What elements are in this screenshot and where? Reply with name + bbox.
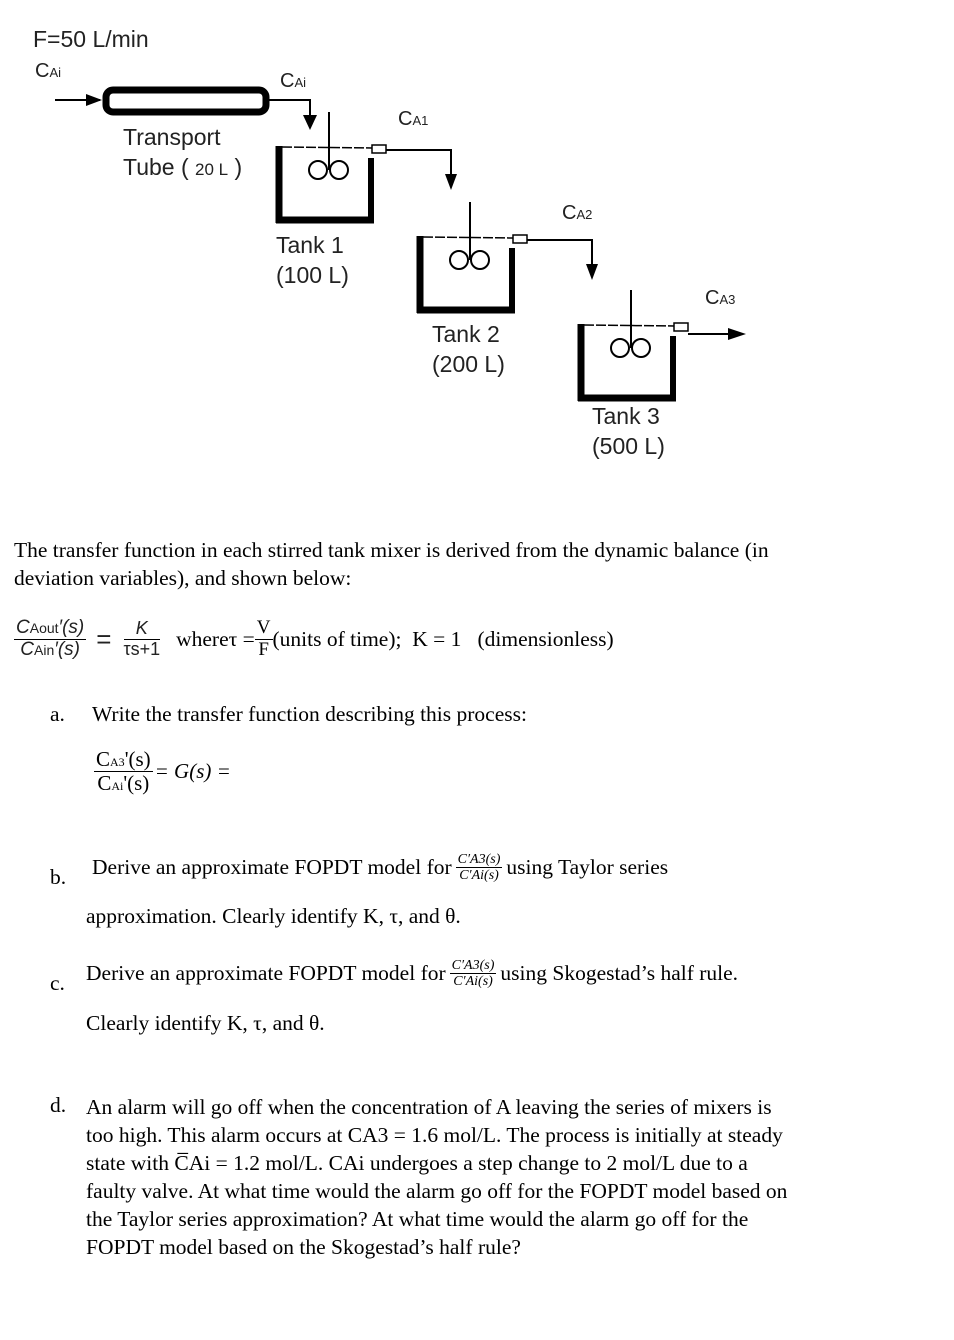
question-d-line: the Taylor series approximation? At what time would the alarm go off for the [86,1207,749,1231]
tube-outlet-line [266,100,310,128]
tube-label-paren: ) [234,154,243,180]
question-d-line: too high. This alarm occurs at CA3 = 1.6 mol/L. The process is initially at steady [86,1123,783,1147]
tank2-outlet-conc [562,202,592,225]
question-b-line1 [92,852,668,884]
inlet-conc-label [35,60,61,83]
eq-text: C [20,638,35,660]
tank2-label [432,319,505,379]
question-d-text [86,1093,787,1261]
conc-sub: A1 [412,113,429,128]
conc-base: C [705,287,720,309]
a-fraction [94,748,153,795]
tank3-label [592,401,665,461]
outlet-arrow-icon [728,328,746,340]
conc-sub: Ai [294,75,307,90]
eq-sub: Aout [29,620,59,636]
feed-arrow-icon [303,115,317,130]
question-d-line: FOPDT model based on the Skogestad’s half rule? [86,1235,521,1259]
v-symbol: V [256,617,271,638]
b-frac-den: C′Ai(s) [459,868,499,884]
outlet-arrow-icon [586,264,598,280]
eq-sub: Ain [34,641,55,658]
process-diagram [0,0,954,480]
impeller-icon [450,251,468,269]
tank-volume: (500 L) [592,433,665,459]
tube-label-line2 [123,152,242,185]
question-b-line2: approximation. Clearly identify K, τ, and θ. [86,904,461,928]
c-fraction [450,958,497,990]
where-text: whereτ = [176,626,255,651]
intro-line: The transfer function in each stirred tank mixer is derived from the dynamic balance (in [14,538,769,562]
transport-tube [106,90,266,112]
inlet-arrow-icon [86,94,102,106]
impeller-icon [309,161,327,179]
b-text: Derive an approximate FOPDT model for [92,855,452,880]
tube-label-text: Tube ( [123,154,189,180]
flow-rate-label: F=50 L/min [33,26,149,52]
question-d-line: faulty valve. At what time would the alarm go off for the FOPDT model based on [86,1179,788,1203]
conc-sub: A3 [719,292,736,307]
tank1-label [276,230,349,290]
b-fraction [456,852,503,884]
conc-base: C [35,60,50,82]
rhs-fraction [121,619,162,660]
question-d-marker: d. [50,1093,67,1117]
tank-name: Tank 1 [276,232,344,258]
lhs-fraction [14,618,86,661]
eq-text: C [97,771,112,796]
c-frac-num: C′A3(s) [451,958,495,973]
tube-outlet-conc-label [280,70,306,93]
eq-text: '(s) [123,771,150,796]
tube-volume: 20 L [195,160,229,179]
lhs-numerator [14,618,86,640]
tank-volume: (100 L) [276,262,349,288]
question-d-line: state with C̅Ai = 1.2 mol/L. CAi undergoes a step change to 2 mol/L due to a [86,1151,748,1175]
conc-sub: Ai [49,65,62,80]
tank-name: Tank 2 [432,321,500,347]
tank-name: Tank 3 [592,403,660,429]
question-c-line1 [86,958,738,990]
b-text: using Taylor series [506,855,669,880]
eq-text: ′(s) [58,617,85,638]
rhs-numerator: K [124,619,160,640]
equation-tail: (units of time); K = 1 (dimensionless) [272,626,614,651]
f-symbol: F [258,638,269,660]
intro-line: deviation variables), and shown below: [14,566,352,590]
eq-text: C [96,747,111,771]
equals-sign: = [96,623,112,654]
a-denominator [95,772,151,795]
transport-tube-label [123,122,242,185]
rhs-denominator: τs+1 [123,638,161,659]
intro-paragraph [14,536,769,592]
conc-base: C [562,202,577,224]
conc-base: C [280,70,295,92]
general-transfer-function [14,618,614,661]
tank-volume: (200 L) [432,351,505,377]
a-numerator [94,748,153,772]
outlet-arrow-icon [445,174,457,190]
tau-fraction [255,618,273,661]
eq-sub: A3 [110,755,125,769]
question-a-equation [94,748,231,795]
question-a-text: Write the transfer function describing this process: [92,702,527,726]
c-frac-den: C′Ai(s) [453,974,493,990]
tank3-outlet-conc [705,287,735,310]
a-rhs: = G(s) = [154,759,231,784]
tank-1 [276,112,457,223]
impeller-icon [611,339,629,357]
eq-text: ′(s) [54,638,80,660]
eq-text: '(s) [124,747,151,771]
conc-sub: A2 [576,207,593,222]
question-d-line: An alarm will go off when the concentration of A leaving the series of mixers is [86,1095,772,1119]
eq-text: C [16,617,30,638]
question-b-marker: b. [50,865,67,889]
c-text: Derive an approximate FOPDT model for [86,961,446,986]
question-c-line2: Clearly identify K, τ, and θ. [86,1011,325,1035]
tank1-outlet-conc [398,108,428,131]
b-frac-num: C′A3(s) [457,852,501,867]
question-c-marker: c. [50,971,65,995]
c-text: using Skogestad’s half rule. [500,961,739,986]
tube-label-line1: Transport [123,124,221,150]
conc-base: C [398,108,413,130]
question-a-marker: a. [50,702,65,726]
eq-sub: Ai [111,779,124,794]
lhs-denominator [18,640,82,661]
